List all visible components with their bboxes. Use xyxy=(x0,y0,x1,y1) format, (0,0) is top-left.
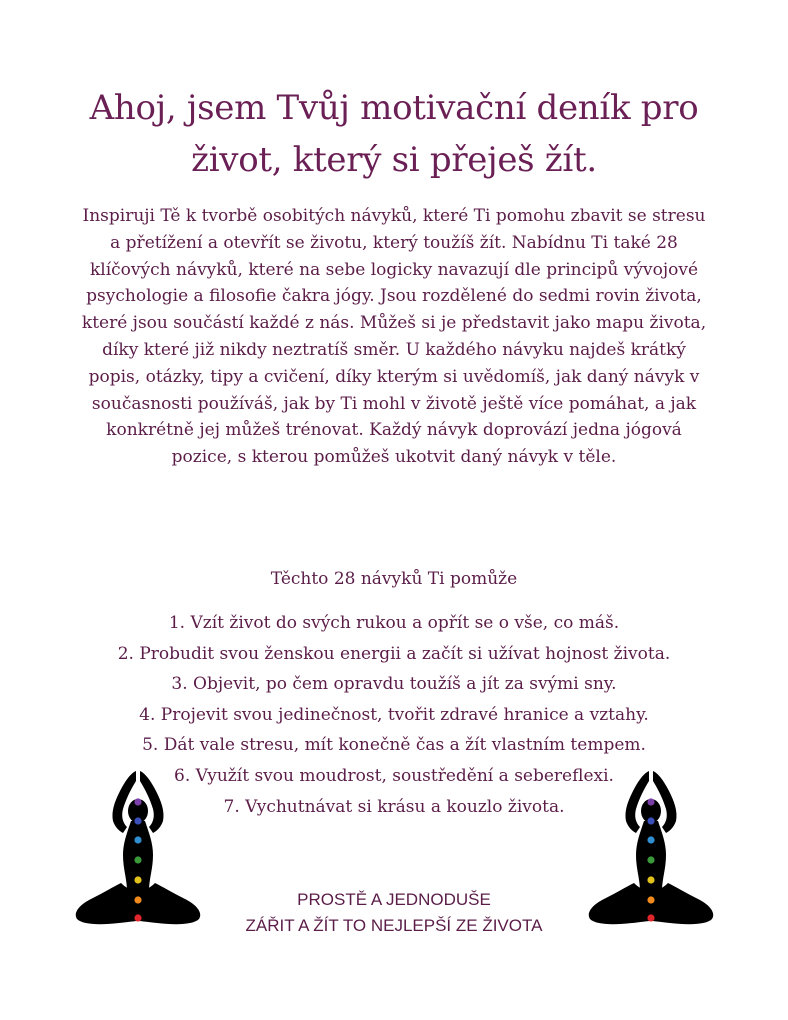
intro-paragraph: Inspiruji Tě k tvorbě osobitých návyků, které Ti pomohu zbavit se stresu a přetížení a otevřít se životu, který toužíš žít. Nabídnu Ti také 28 klíčových návyků, které na sebe logicky navazují dle principů vývojové psychologie a filosofie čakra jógy. Jsou rozdělené do sedmi rovin života, které jsou součástí každé z nás. Můžeš si je představit jako mapu života, díky které již nikdy neztratíš směr. U každého návyku najdeš krátký popis, otázky, tipy a cvičení, díky kterým si uvědomíš, jak daný návyk v současnosti používáš, jak by Ti mohl v životě ještě více pomáhat, a jak konkrétně jej můžeš trénovat. Každý návyk doprovází jedna jógová pozice, s kterou pomůžeš ukotvit daný návyk v těle. xyxy=(81,206,707,468)
habit-item: 4. Projevit svou jedinečnost, tvořit zdravé hranice a vztahy. xyxy=(139,704,649,725)
closing-line-2: ZÁŘIT A ŽÍT TO NEJLEPŠÍ ZE ŽIVOTA xyxy=(245,916,543,935)
title-line-2: život, který si přeješ žít. xyxy=(191,140,597,180)
habit-item: 6. Využít svou moudrost, soustředění a sebereflexi. xyxy=(174,765,614,786)
page-title xyxy=(0,82,788,186)
habits-heading: Těchto 28 návyků Ti pomůže xyxy=(270,569,518,589)
habit-item: 1. Vzít život do svých rukou a opřít se o vše, co máš. xyxy=(168,613,620,633)
meditation-figure-icon xyxy=(73,763,203,943)
habit-item: 3. Objevit, po čem opravdu toužíš a jít za svými sny. xyxy=(171,674,617,695)
title-line-1: Ahoj, jsem Tvůj motivační deník pro xyxy=(89,88,699,128)
closing-line-1: PROSTĚ A JEDNODUŠE xyxy=(297,890,491,909)
habit-item: 2. Probudit svou ženskou energii a začít si užívat hojnost života. xyxy=(117,643,671,664)
meditation-figure-icon xyxy=(586,763,716,943)
habit-item: 7. Vychutnávat si krásu a kouzlo života. xyxy=(223,796,565,817)
habit-item: 5. Dát vale stresu, mít konečně čas a žít vlastním tempem. xyxy=(142,735,646,756)
